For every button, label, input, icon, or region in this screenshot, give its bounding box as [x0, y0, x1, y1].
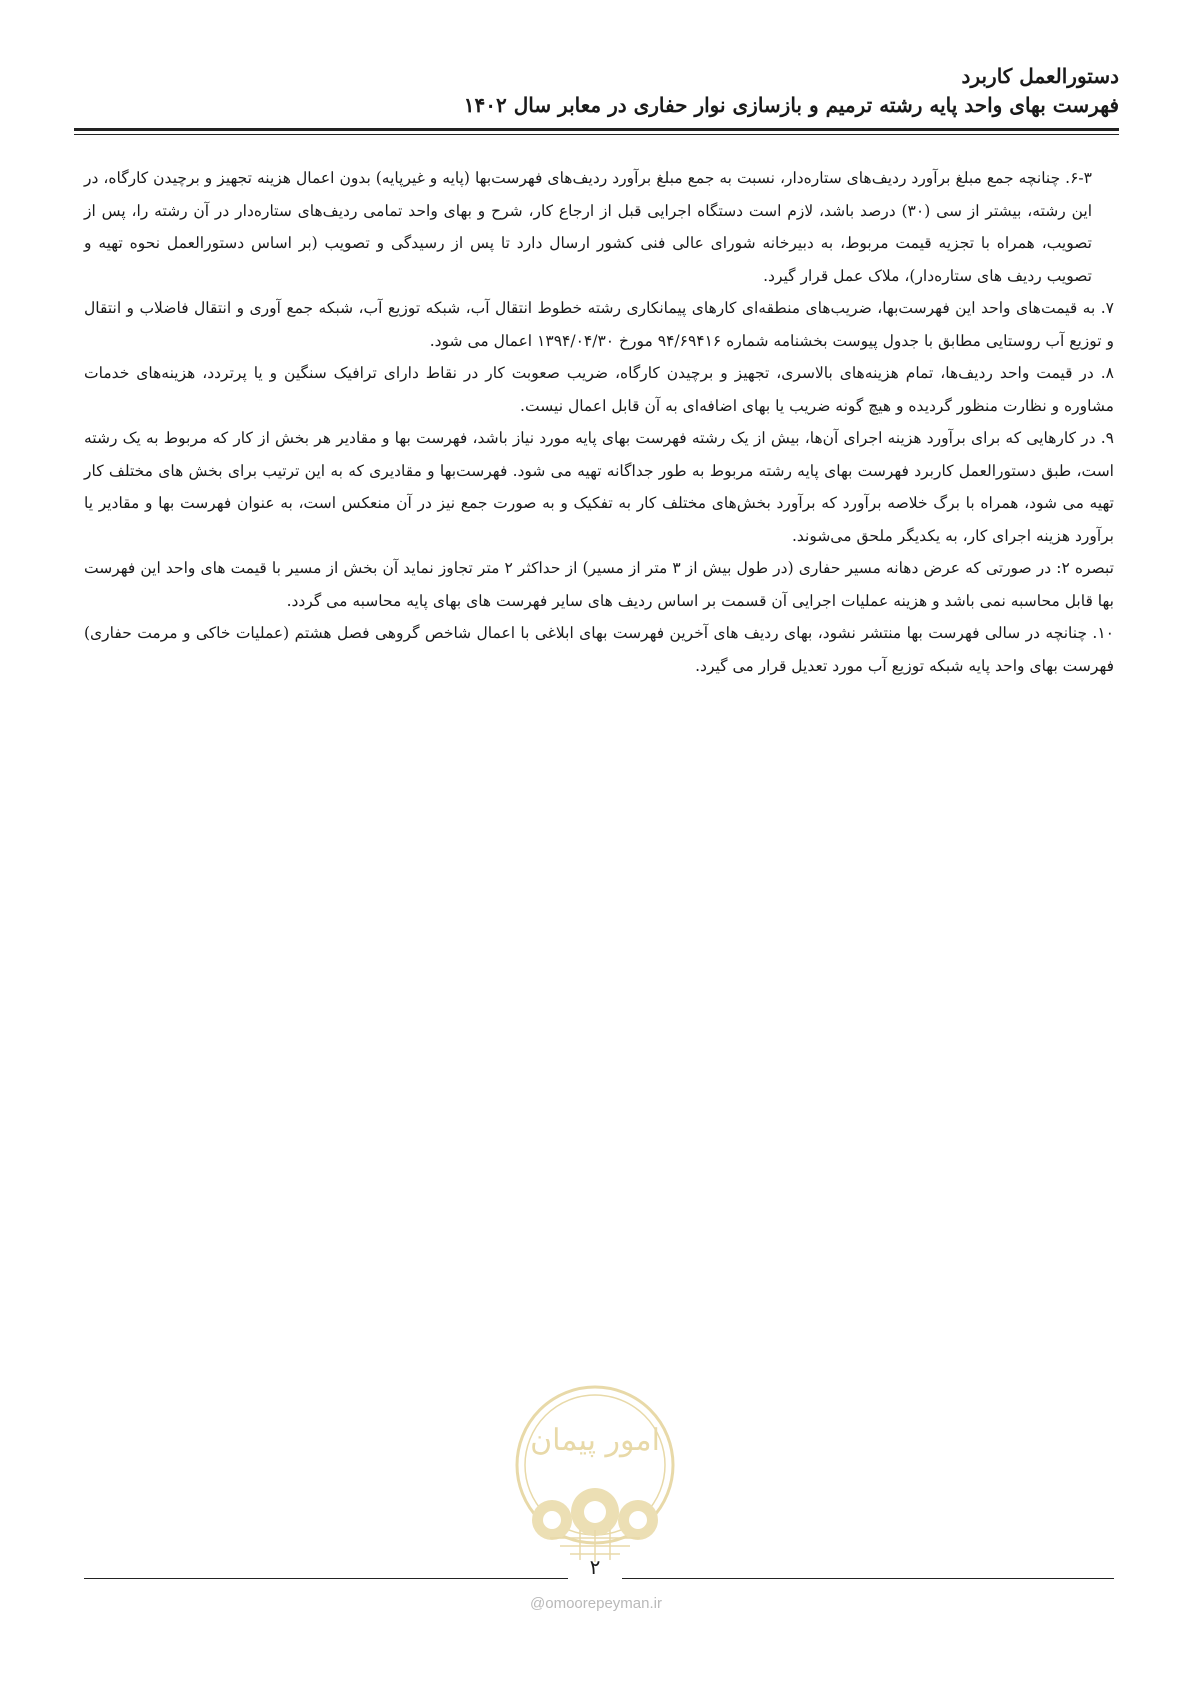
header-rule-thin [74, 134, 1119, 135]
body-text [84, 162, 1114, 682]
company-seal-icon [510, 1380, 680, 1565]
paragraph-9: ۹. در کارهایی که برای برآورد هزینه اجرای آن‌ها، بیش از یک رشته فهرست بهای پایه مورد نیاز باشد، فهرست بها و مقادیر هر بخش از کار که مربوط به یک رشته است، طبق دستورالعمل کاربرد فهرست بهای پایه رشته مربوط به طور جداگانه تهیه می شود. فهرست‌بها و مقادیری که به این ترتیب برای بخش های مختلف کار تهیه می شود، همراه با برگ خلاصه برآورد که برآورد بخش‌های مختلف کار به تفکیک و به صورت جمع نیز در آن منعکس است، به عنوان فهرست بها و مقادیر یا برآورد هزینه اجرای کار، به یکدیگر ملحق می‌شوند. [84, 429, 1114, 545]
paragraph-10: ۱۰. چنانچه در سالی فهرست بها منتشر نشود، بهای ردیف های آخرین فهرست بهای ابلاغی با اعمال شاخص گروهی فصل هشتم (عملیات خاکی و مرمت حفاری) فهرست بهای واحد پایه شبکه توزیع آب مورد تعدیل قرار می گیرد. [84, 624, 1114, 675]
footer-rule-right [622, 1578, 1114, 1579]
document-subtitle: فهرست بهای واحد پایه رشته ترمیم و بازسازی نوار حفاری در معابر سال ۱۴۰۲ [463, 93, 1119, 117]
seal-text: امور پیمان [530, 1423, 660, 1458]
page-header [74, 62, 1119, 120]
footer-rule-left [84, 1578, 568, 1579]
header-rule-thick [74, 128, 1119, 131]
paragraph-8: ۸. در قیمت واحد ردیف‌ها، تمام هزینه‌های بالاسری، تجهیز و برچیدن کارگاه، ضریب صعوبت کار در نقاط دارای ترافیک سنگین و یا پرتردد، هزینه‌های خدمات مشاوره و نظارت منظور گردیده و هیچ گونه ضریب یا بهای اضافه‌ای به آن قابل اعمال نیست. [84, 364, 1114, 415]
page-number: ۲ [589, 1555, 601, 1579]
paragraph-7: ۷. به قیمت‌های واحد این فهرست‌بها، ضریب‌های منطقه‌ای کارهای پیمانکاری رشته خطوط انتقال آب، شبکه توزیع آب، شبکه جمع آوری و انتقال فاضلاب و انتقال و توزیع آب روستایی مطابق با جدول پیوست بخشنامه شماره ۹۴/۶۹۴۱۶ مورخ ۱۳۹۴/۰۴/۳۰ اعمال می شود. [84, 299, 1114, 350]
note-2: تبصره ۲: در صورتی که عرض دهانه مسیر حفاری (در طول بیش از ۳ متر از مسیر) از حداکثر ۲ متر تجاوز نماید آن بخش از مسیر با قیمت های واحد این فهرست بها قابل محاسبه نمی باشد و هزینه عملیات اجرایی آن قسمت بر اساس ردیف های سایر فهرست های بهای پایه محاسبه می گردد. [84, 559, 1114, 610]
watermark-url: @omoorepeyman.ir [530, 1595, 662, 1612]
document-title: دستورالعمل کاربرد [961, 64, 1119, 88]
paragraph-6-3: ۶-۳. چنانچه جمع مبلغ برآورد ردیف‌های ستاره‌دار، نسبت به جمع مبلغ برآورد ردیف‌های فهرست‌بها (پایه و غیرپایه) بدون اعمال هزینه تجهیز و برچیدن کارگاه، در این رشته، بیشتر از سی (۳۰) درصد باشد، لازم است دستگاه اجرایی قبل از ارجاع کار، شرح و بهای واحد تمامی ردیف‌های ستاره‌دار در آن رشته را، پس از تصویب، همراه با تجزیه قیمت مربوط، به دبیرخانه شورای عالی فنی کشور ارسال دارد تا پس از رسیدگی و تصویب (بر اساس دستورالعمل نحوه تهیه و تصویب ردیف های ستاره‌دار)، ملاک عمل قرار گیرد. [84, 169, 1093, 285]
